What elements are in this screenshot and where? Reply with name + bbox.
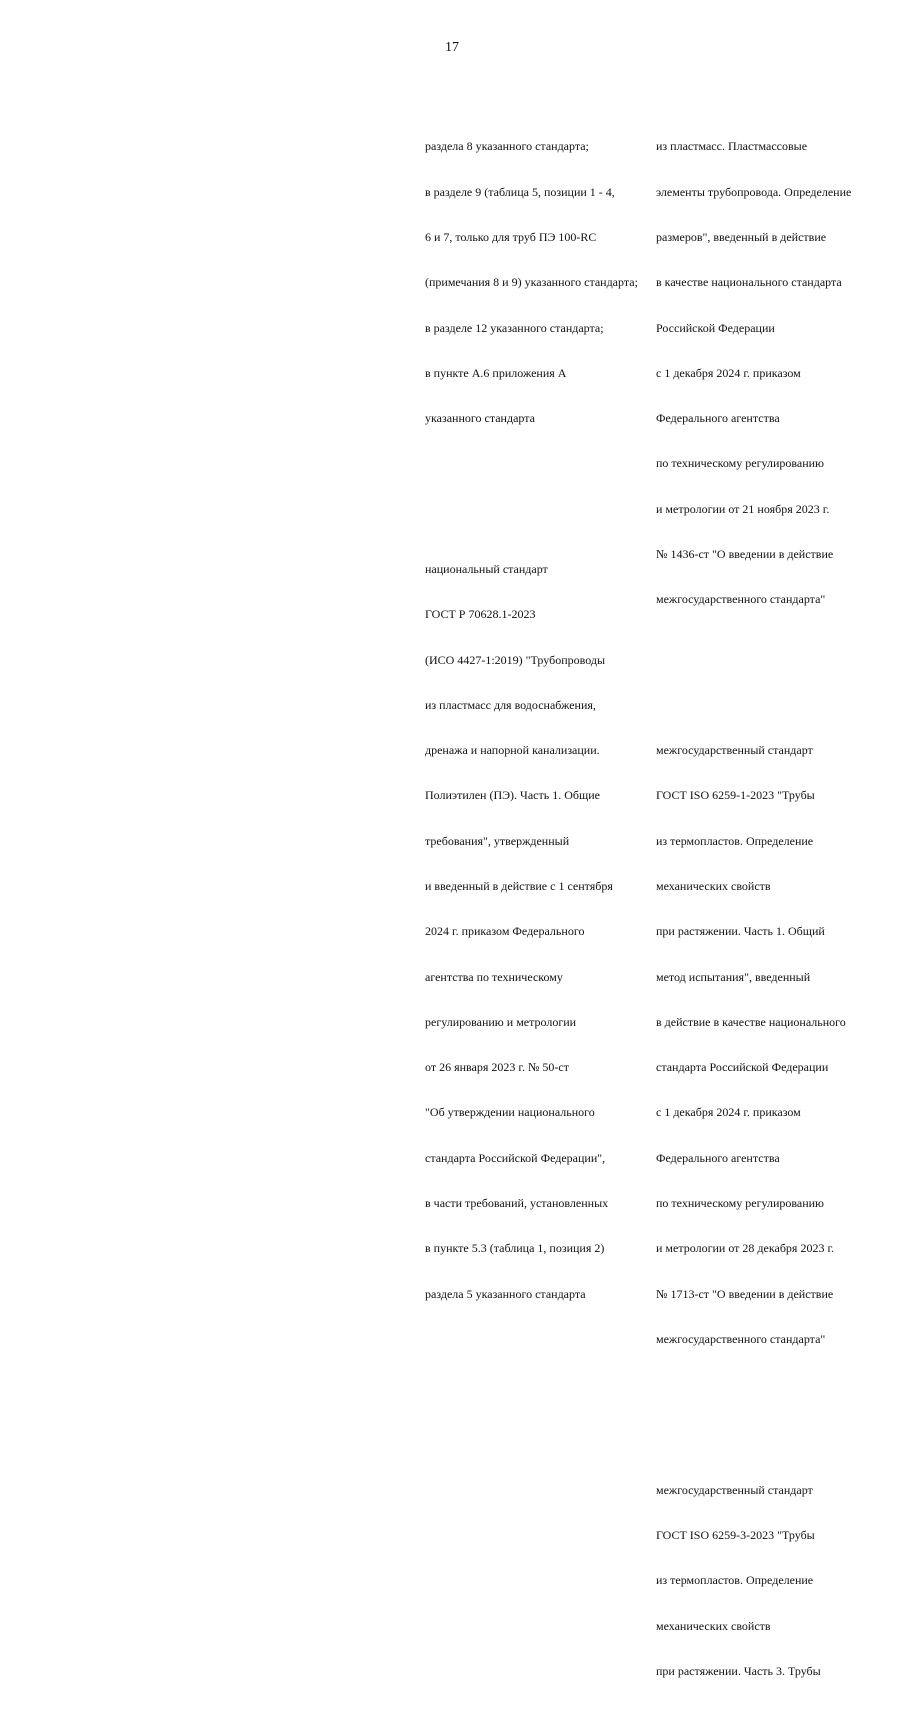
page-number: 17: [445, 40, 459, 55]
paragraph-gap: [656, 668, 896, 683]
text-line: национальный стандарт: [425, 562, 548, 576]
text-line: элементы трубопровода. Определение: [656, 184, 852, 199]
text-line: из пластмасс для водоснабжения,: [425, 697, 596, 712]
text-line: регулированию и метрологии: [425, 1014, 577, 1029]
right-block-3: [656, 1453, 896, 1710]
text-line: в качестве национального стандарта: [656, 275, 842, 290]
text-line: ГОСТ ISO 6259-3-2023 "Трубы: [656, 1528, 815, 1542]
text-line: (примечания 8 и 9) указанного стандарта;: [425, 275, 638, 290]
right-block-2: [656, 713, 896, 1377]
text-line: № 1436-ст "О введении в действие: [656, 546, 834, 561]
text-line: Российской Федерации: [656, 320, 775, 335]
text-line: межгосударственный стандарт: [656, 1482, 813, 1497]
text-line: по техническому регулированию: [656, 456, 825, 471]
text-line: метод испытания", введенный: [656, 969, 811, 984]
left-block-2: [425, 532, 657, 1332]
text-line: в пункте 5.3 (таблица 1, позиция 2): [425, 1241, 605, 1256]
text-line: раздела 8 указанного стандарта;: [425, 139, 589, 154]
text-line: № 1713-ст "О введении в действие: [656, 1286, 834, 1301]
text-line: при растяжении. Часть 3. Трубы: [656, 1663, 821, 1678]
text-line: стандарта Российской Федерации",: [425, 1150, 606, 1165]
text-line: в разделе 12 указанного стандарта;: [425, 320, 604, 335]
text-line: механических свойств: [656, 1618, 771, 1633]
text-line: межгосударственный стандарт: [656, 743, 813, 758]
text-line: Федерального агентства: [656, 411, 780, 426]
text-line: и метрологии от 28 декабря 2023 г.: [656, 1241, 835, 1256]
right-column: [656, 79, 896, 1724]
text-line: Полиэтилен (ПЭ). Часть 1. Общие: [425, 788, 600, 803]
left-block-1: [425, 109, 657, 456]
text-line: межгосударственного стандарта": [656, 1331, 826, 1346]
text-line: из термопластов. Определение: [656, 1573, 814, 1588]
text-line: размеров", введенный в действие: [656, 229, 827, 244]
text-line: при растяжении. Часть 1. Общий: [656, 924, 825, 939]
right-block-1: [656, 109, 896, 637]
text-line: агентства по техническому: [425, 969, 563, 984]
text-line: и введенный в действие с 1 сентября: [425, 878, 613, 893]
left-column: [425, 79, 657, 1347]
text-line: по техническому регулированию: [656, 1195, 825, 1210]
text-line: ГОСТ Р 70628.1-2023: [425, 607, 536, 622]
text-line: от 26 января 2023 г. № 50-ст: [425, 1060, 569, 1075]
text-line: раздела 5 указанного стандарта: [425, 1286, 586, 1301]
text-line: и метрологии от 21 ноября 2023 г.: [656, 501, 830, 516]
text-line: Федерального агентства: [656, 1150, 780, 1165]
text-line: указанного стандарта: [425, 411, 535, 426]
text-line: 6 и 7, только для труб ПЭ 100-RC: [425, 229, 597, 244]
text-line: дренажа и напорной канализации.: [425, 743, 600, 758]
paragraph-gap: [425, 487, 657, 502]
text-line: ГОСТ ISO 6259-1-2023 "Трубы: [656, 788, 815, 803]
text-line: в действие в качестве национального: [656, 1014, 846, 1029]
text-line: (ИСО 4427-1:2019) "Трубопроводы: [425, 652, 606, 667]
text-line: стандарта Российской Федерации: [656, 1060, 829, 1075]
text-line: с 1 декабря 2024 г. приказом: [656, 365, 801, 380]
text-line: из термопластов. Определение: [656, 833, 814, 848]
text-line: механических свойств: [656, 878, 771, 893]
text-line: в части требований, установленных: [425, 1195, 609, 1210]
text-line: в пункте А.6 приложения А: [425, 365, 567, 380]
text-line: в разделе 9 (таблица 5, позиции 1 - 4,: [425, 184, 615, 199]
text-line: 2024 г. приказом Федерального: [425, 924, 585, 939]
text-line: межгосударственного стандарта": [656, 592, 826, 607]
text-line: требования", утвержденный: [425, 833, 570, 848]
paragraph-gap: [656, 1407, 896, 1422]
text-line: с 1 декабря 2024 г. приказом: [656, 1105, 801, 1120]
text-line: из пластмасс. Пластмассовые: [656, 139, 808, 154]
text-line: "Об утверждении национального: [425, 1105, 595, 1120]
